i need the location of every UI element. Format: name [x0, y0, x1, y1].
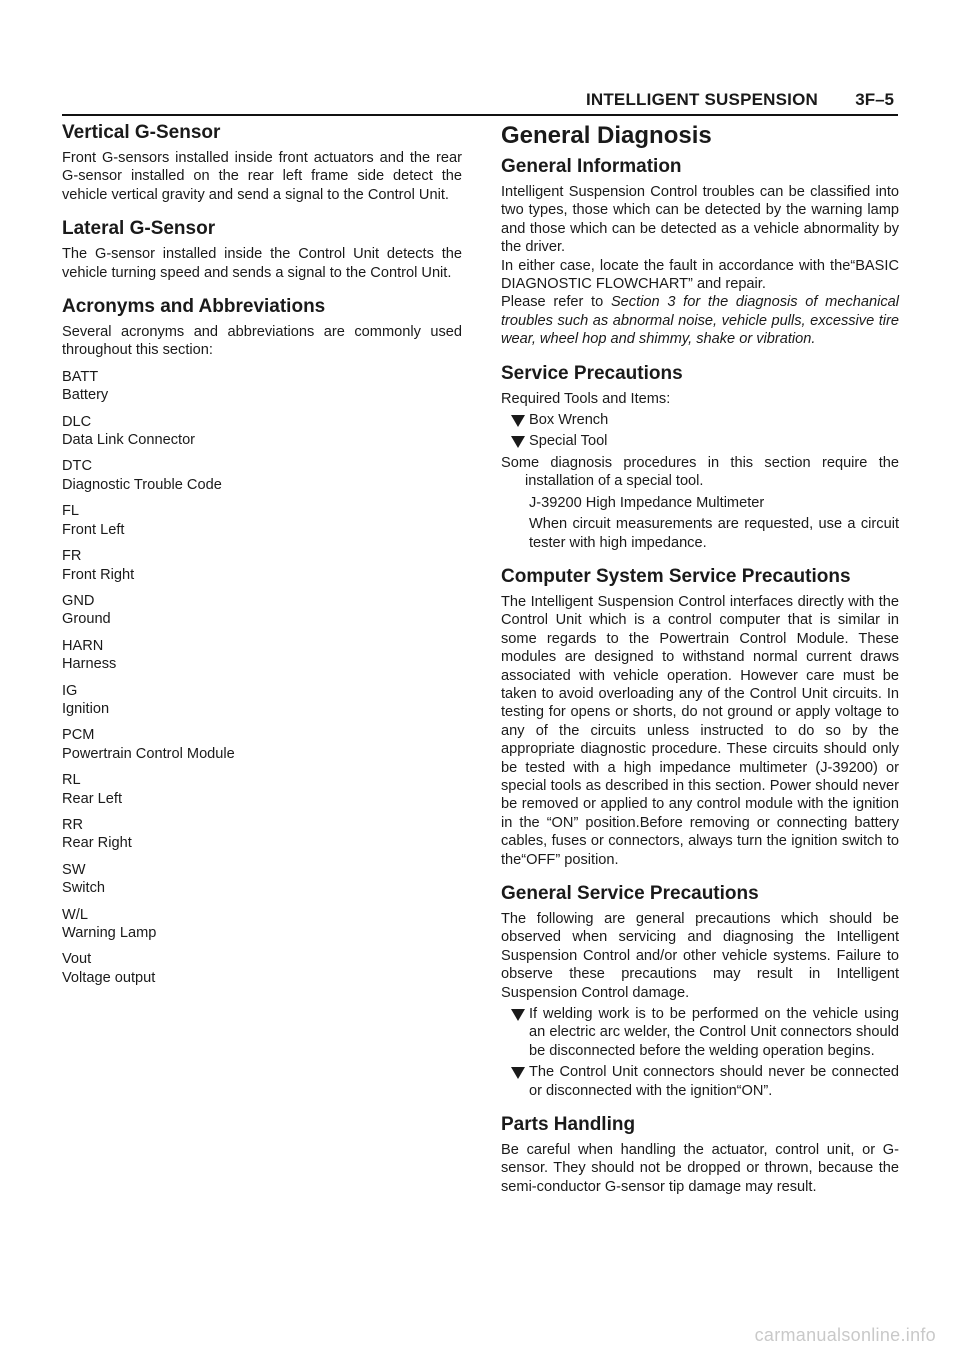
- abbreviation-definition: Voltage output: [62, 969, 156, 986]
- parts-handling-text: Be careful when handling the actuator, control unit, or G-sensor. They should not be dropped or thrown, because the semi-conductor G-sensor tip damage may result.: [501, 1142, 899, 1195]
- abbreviation-term: BATT: [62, 368, 99, 385]
- abbreviation-term: Vout: [62, 951, 92, 968]
- header-title: INTELLIGENT SUSPENSION: [585, 90, 818, 109]
- abbreviation-item: [62, 816, 462, 853]
- abbreviation-definition: Front Left: [62, 521, 125, 538]
- bullet-triangle-icon: [511, 436, 525, 448]
- abbreviation-definition: Switch: [62, 880, 105, 897]
- abbreviation-term: W/L: [62, 906, 88, 923]
- abbreviation-item: [62, 637, 462, 674]
- abbreviation-term: GND: [62, 592, 95, 609]
- vertical-g-sensor-text: Front G-sensors installed inside front actuators and the rear G-sensor installed on the rear left frame side detect the vehicle vertical gravity and send a signal to the Control Unit.: [62, 150, 462, 203]
- service-precautions-text: Required Tools and Items:: [501, 390, 671, 407]
- service-item: [501, 411, 899, 429]
- acronyms-heading: Acronyms and Abbreviations: [62, 296, 326, 318]
- page-header: [62, 88, 898, 116]
- service-precautions-heading: Service Precautions: [501, 362, 683, 384]
- page-number: 3F–5: [855, 90, 894, 109]
- general-service-precautions-heading: General Service Precautions: [501, 883, 759, 904]
- watermark: carmanualsonline.info: [754, 1325, 936, 1345]
- service-item: [501, 432, 899, 450]
- abbreviation-term: PCM: [62, 727, 95, 744]
- abbreviation-term: DTC: [62, 458, 92, 475]
- service-item-label: Box Wrench: [529, 412, 609, 429]
- left-column: [62, 122, 462, 987]
- general-information-text-3: [501, 293, 899, 348]
- abbreviation-term: DLC: [62, 413, 92, 430]
- bullet-triangle-icon: [511, 1067, 525, 1079]
- general-service-precautions-text: The following are general precautions which should be observed when servicing and diagnosing the Intelligent Suspension Control and/or other vehicle systems. Failure to observe these precautions may result in Intelligent Suspension Control damage.: [501, 911, 899, 1001]
- lateral-g-sensor-heading: Lateral G-Sensor: [62, 218, 216, 240]
- precaution-item-text: The Control Unit connectors should never be connected or disconnected with the ignition“ON”.: [529, 1064, 899, 1099]
- precaution-item: [501, 1005, 899, 1060]
- abbreviation-item: [62, 457, 462, 494]
- abbreviation-term: FR: [62, 548, 82, 565]
- abbreviation-term: SW: [62, 861, 86, 878]
- abbreviation-definition: Ignition: [62, 700, 110, 717]
- abbreviation-item: [62, 682, 462, 719]
- abbreviation-item: [62, 906, 462, 943]
- abbreviation-term: RL: [62, 772, 81, 789]
- precaution-item-text: If welding work is to be performed on the vehicle using an electric arc welder, the Control Unit connectors should be disconnected before the welding operation begins.: [529, 1006, 899, 1059]
- abbreviation-term: HARN: [62, 637, 104, 654]
- abbreviation-definition: Ground: [62, 611, 111, 628]
- abbreviation-item: [62, 368, 462, 405]
- vertical-g-sensor-heading: Vertical G-Sensor: [62, 122, 221, 143]
- general-information-text: Intelligent Suspension Control troubles can be classified into two types, those which can be detected by the warning lamp and those which can be detected as a vehicle abnormality by the driver.: [501, 184, 899, 256]
- abbreviation-list: [62, 368, 462, 987]
- abbreviation-definition: Harness: [62, 656, 117, 673]
- abbreviation-term: FL: [62, 503, 80, 520]
- parts-handling-heading: Parts Handling: [501, 1114, 636, 1136]
- abbreviation-definition: Rear Left: [62, 790, 123, 807]
- abbreviation-definition: Warning Lamp: [62, 925, 157, 941]
- right-column: [501, 122, 899, 1196]
- computer-precautions-heading: Computer System Service Precautions: [501, 565, 851, 587]
- general-diagnosis-title: General Diagnosis: [501, 122, 712, 149]
- abbreviation-term: RR: [62, 816, 84, 833]
- abbreviation-item: [62, 771, 462, 808]
- service-precautions-text-2: Some diagnosis procedures in this section require the installation of a special tool.: [501, 454, 899, 490]
- lateral-g-sensor-text: The G-sensor installed inside the Control Unit detects the vehicle turning speed and sends a signal to the Control Unit.: [62, 246, 462, 281]
- precaution-item: [501, 1063, 899, 1100]
- abbreviation-definition: Rear Right: [62, 835, 132, 852]
- abbreviation-item: [62, 861, 462, 898]
- abbreviation-item: [62, 413, 462, 450]
- abbreviation-item: [62, 502, 462, 539]
- abbreviation-definition: Powertrain Control Module: [62, 745, 235, 762]
- abbreviation-term: IG: [62, 682, 78, 699]
- service-tool: J-39200 High Impedance Multimeter: [529, 494, 765, 511]
- refer-prefix: Please refer to: [501, 294, 611, 311]
- abbreviation-item: [62, 726, 462, 763]
- computer-precautions-text: The Intelligent Suspension Control interfaces directly with the Control Unit which is a control computer that is similar in some regards to the Powertrain Control Module. These modules are designed to withstand normal current draws associated with vehicle operation. However care must be taken to avoid overloading any of the Control Unit circuits. In testing for opens or shorts, do not ground or apply voltage to any of the circuits unless instructed to do so by the appropriate diagnostic procedure. These circuits should only be tested with a high impedance multimeter (J-39200) or special tools as described in this section. Power should never be removed or applied to any control module with the ignition in the “ON” position.Before removing or connecting battery cables, fuses or connectors, always turn the ignition switch to the“OFF” position.: [501, 593, 899, 868]
- abbreviation-item: [62, 950, 462, 987]
- general-information-heading: General Information: [501, 156, 682, 177]
- service-item-label: Special Tool: [529, 433, 608, 450]
- service-tool-note: When circuit measurements are requested, use a circuit tester with high impedance.: [529, 516, 899, 551]
- abbreviation-definition: Diagnostic Trouble Code: [62, 476, 222, 493]
- refer-italic: Section 3 for the diagnosis of mechanical troubles such as abnormal noise, vehicle pulls, excessive tire wear, wheel hop and shimmy, shake or vibration.: [501, 294, 899, 348]
- abbreviation-item: [62, 592, 462, 629]
- abbreviation-item: [62, 547, 462, 584]
- abbreviation-definition: Front Right: [62, 566, 135, 583]
- abbreviation-definition: Data Link Connector: [62, 432, 196, 449]
- bullet-triangle-icon: [511, 415, 525, 427]
- bullet-triangle-icon: [511, 1009, 525, 1021]
- abbreviation-definition: Battery: [62, 387, 109, 404]
- general-information-text-2: In either case, locate the fault in accordance with the“BASIC DIAGNOSTIC FLOWCHART” and repair.: [501, 257, 899, 293]
- acronyms-intro: Several acronyms and abbreviations are commonly used throughout this section:: [62, 324, 462, 359]
